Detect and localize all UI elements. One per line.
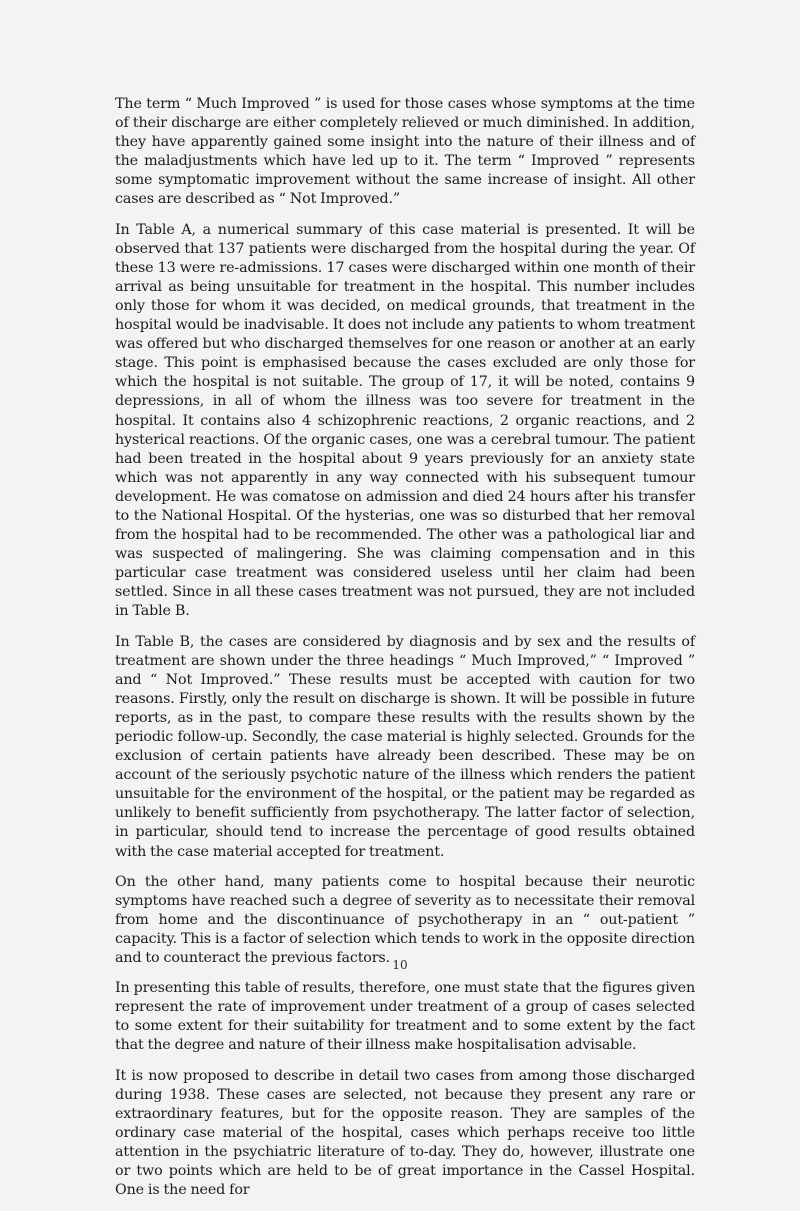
paragraph-3: In Table B, the cases are considered by diagnosis and by sex and the results of treatment are shown under the three headings “ Much Improved,” “ Improved ” and “ Not Improved.” These results must be accepted with caution for two reasons. Firstly, only the result on discharge is shown. It will be possible in future reports, as in the past, to compare these results with the results shown by the periodic follow-up. Secondly, the case material is highly selected. Grounds for the exclusion of certain patients have already been described. These may be on account of the seriously psychotic nature of the illness which renders the patient unsuitable for the environment of the hospital, or the patient may be regarded as unlikely to benefit sufficiently from psychotherapy. The latter factor of selection, in particular, should tend to increase the percentage of good results obtained with the case material accepted for treatment. [115,633,695,860]
paragraph-4: On the other hand, many patients come to hospital because their neurotic symptoms have reached such a degree of severity as to necessitate their removal from home and the discontinuance of psychotherapy in an “ out-patient ” capacity. This is a factor of selection which tends to work in the opposite direction and to counteract the previous factors. [115,873,695,967]
paragraph-6: It is now proposed to describe in detail two cases from among those discharged during 1938. These cases are selected, not because they present any rare or extraordinary features, but for the opposite reason. They are samples of the ordinary case material of the hospital, cases which perhaps receive too little attention in the psychiatric literature of to-day. They do, however, illustrate one or two points which are held to be of great importance in the Cassel Hospital. One is the need for [115,1067,695,1199]
paragraph-2: In Table A, a numerical summary of this case material is presented. It will be observed that 137 patients were discharged from the hospital during the year. Of these 13 were re-admissions. 17 cases were discharged within one month of their arrival as being unsuitable for treatment in the hospital. This number includes only those for whom it was decided, on medical grounds, that treatment in the hospital would be inadvisable. It does not include any patients to whom treatment was offered but who discharged themselves for one reason or another at an early stage. This point is emphasised because the cases excluded are only those for which the hospital is not suitable. The group of 17, it will be noted, contains 9 depressions, in all of whom the illness was too severe for treatment in the hospital. It contains also 4 schizophrenic reactions, 2 organic reactions, and 2 hysterical reactions. Of the organic cases, one was a cerebral tumour. The patient had been treated in the hospital about 9 years previously for an anxiety state which was not apparently in any way connected with his subsequent tumour development. He was comatose on admission and died 24 hours after his transfer to the National Hospital. Of the hysterias, one was so disturbed that her removal from the hospital had to be recommended. The other was a pathological liar and was suspected of malingering. She was claiming compensation and in this particular case treatment was considered useless until her claim had been settled. Since in all these cases treatment was not pursued, they are not included in Table B. [115,221,695,620]
paragraph-5: In presenting this table of results, therefore, one must state that the figures given represent the rate of improvement under treatment of a group of cases selected to some extent for their suitability for treatment and to some extent by the fact that the degree and nature of their illness make hospitalisation advisable. [115,980,695,1054]
paragraph-1: The term “ Much Improved ” is used for those cases whose symptoms at the time of their discharge are either completely relieved or much diminished. In addition, they have apparently gained some insight into the nature of their illness and of the maladjustments which have led up to it. The term “ Improved ” represents some symptomatic improvement without the same increase of insight. All other cases are described as “ Not Improved.” [115,96,695,208]
body-text [115,95,695,1211]
page-number: 10 [392,958,408,972]
